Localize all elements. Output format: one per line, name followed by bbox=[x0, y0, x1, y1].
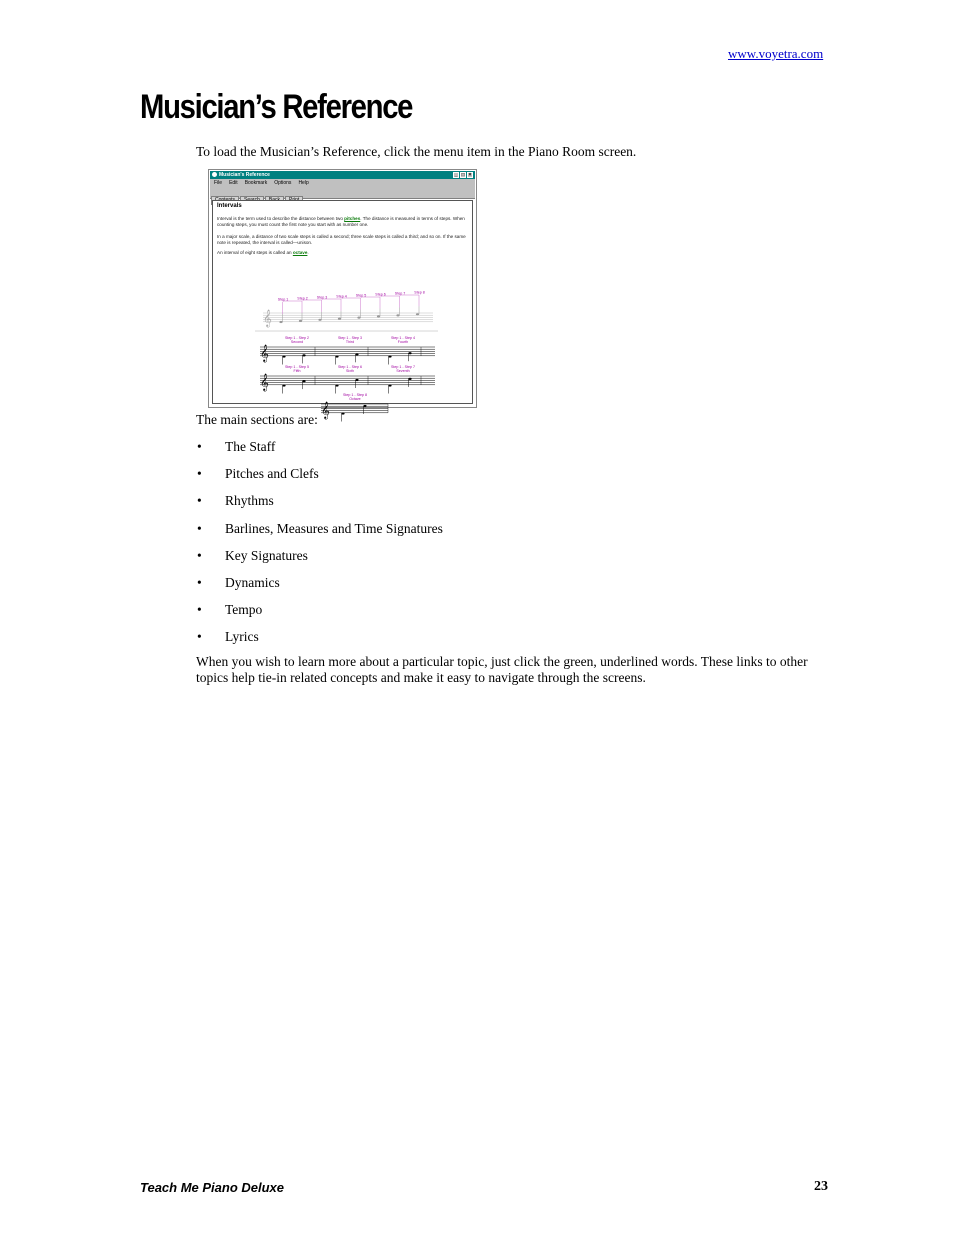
interval-name-label: Fifth bbox=[293, 369, 301, 373]
bullet-icon: • bbox=[197, 602, 202, 618]
bullet-icon: • bbox=[197, 629, 202, 645]
note-head bbox=[357, 317, 360, 319]
step-label: Step 5 bbox=[355, 293, 367, 298]
step-label: Step 1 bbox=[277, 297, 289, 302]
section-label: Pitches and Clefs bbox=[225, 466, 319, 482]
menu-options: Options bbox=[274, 180, 292, 186]
section-label: The Staff bbox=[225, 439, 276, 454]
menu-edit: Edit bbox=[229, 180, 238, 186]
note-head bbox=[338, 318, 341, 320]
section-list-item bbox=[197, 575, 280, 591]
close-icon: × bbox=[468, 172, 472, 178]
help-heading: Intervals bbox=[217, 203, 242, 209]
note-head bbox=[363, 405, 366, 407]
note-head bbox=[396, 314, 399, 316]
interval-name-label: Second bbox=[290, 340, 304, 344]
step-label: Step 8 bbox=[414, 290, 425, 295]
bullet-icon: • bbox=[197, 520, 202, 536]
section-list-item bbox=[197, 466, 319, 482]
bullet-icon: • bbox=[197, 466, 202, 482]
page-title: Musician’s Reference bbox=[140, 88, 413, 126]
note-head bbox=[416, 313, 419, 315]
treble-clef-icon: 𝄞 bbox=[263, 310, 272, 327]
section-label: Tempo bbox=[225, 602, 263, 618]
bullet-icon: • bbox=[197, 547, 202, 563]
help-content-pane bbox=[212, 200, 473, 419]
interval-name-label: Sixth bbox=[346, 369, 354, 373]
note-head bbox=[341, 412, 344, 414]
bullet-icon: • bbox=[197, 575, 202, 590]
section-list-item bbox=[197, 493, 274, 509]
help-paragraph-1: Interval is the term used to describe the distance between two pitches. The distance is measured in terms of steps. When counting steps, you must count the first note you start with as number one. bbox=[217, 216, 465, 227]
note-head bbox=[388, 384, 391, 386]
interval-name-label: Fourth bbox=[397, 340, 409, 344]
treble-clef-icon: 𝄞 bbox=[260, 374, 269, 391]
step-label: Step 7 bbox=[394, 291, 406, 296]
header-url-link[interactable]: www.voyetra.com bbox=[728, 46, 824, 61]
page-number: 23 bbox=[814, 1179, 828, 1194]
note-head bbox=[282, 355, 285, 357]
section-label: Lyrics bbox=[225, 629, 259, 645]
bullet-icon: • bbox=[197, 493, 202, 509]
note-head bbox=[388, 355, 391, 357]
menu-file: File bbox=[214, 180, 223, 186]
note-head bbox=[408, 378, 411, 380]
note-head bbox=[299, 320, 302, 322]
menu-help: Help bbox=[298, 180, 309, 186]
note-head bbox=[282, 384, 285, 386]
window-titlebar bbox=[210, 171, 475, 179]
treble-clef-icon: 𝄞 bbox=[321, 402, 330, 419]
note-head bbox=[377, 315, 380, 317]
interval-range-label: Step 1 - Step 7 bbox=[391, 365, 415, 369]
interval-name-label: Third bbox=[345, 340, 355, 344]
treble-clef-icon: 𝄞 bbox=[260, 345, 269, 362]
step-label: Step 3 bbox=[316, 295, 328, 300]
note-head bbox=[335, 384, 338, 386]
interval-name-label: Octave bbox=[349, 397, 361, 401]
maximize-icon: □ bbox=[461, 172, 465, 178]
help-paragraph-2: In a major scale, a distance of two scale steps is called a second; three scale steps is called a third; and so on. If the same note is repeated, the interval is called—unison. bbox=[217, 234, 466, 245]
window-menubar bbox=[210, 179, 475, 188]
interval-range-label: Step 1 - Step 5 bbox=[285, 365, 309, 369]
sections-intro: The main sections are: bbox=[196, 412, 318, 427]
window-toolbar bbox=[210, 188, 475, 199]
interval-name-label: Seventh bbox=[396, 369, 410, 373]
menu-bookmark: Bookmark bbox=[244, 180, 268, 186]
note-head bbox=[302, 354, 305, 356]
section-list-item bbox=[197, 548, 308, 564]
intro-paragraph: To load the Musician’s Reference, click the menu item in the Piano Room screen. bbox=[196, 144, 637, 159]
note-head bbox=[408, 352, 411, 354]
section-list-item bbox=[197, 439, 275, 455]
bullet-icon: • bbox=[197, 439, 202, 454]
interval-range-label: Step 1 - Step 2 bbox=[285, 336, 309, 340]
step-label: Step 2 bbox=[297, 296, 308, 301]
note-head bbox=[318, 319, 321, 321]
interval-range-label: Step 1 - Step 4 bbox=[391, 336, 415, 340]
octave-link: octave bbox=[292, 250, 308, 255]
interval-notation-figure bbox=[213, 256, 474, 419]
section-label: Key Signatures bbox=[225, 547, 308, 563]
note-head bbox=[302, 380, 305, 382]
interval-range-label: Step 1 - Step 6 bbox=[338, 365, 362, 369]
closing-paragraph: When you wish to learn more about a particular topic, just click the green, underlined words. These links to other topics help tie-in related concepts and make it easy to navigate through the screens. bbox=[196, 654, 808, 685]
pitches-link: pitches bbox=[344, 216, 361, 221]
interval-range-label: Step 1 - Step 8 bbox=[343, 393, 367, 397]
section-list-item bbox=[197, 629, 259, 645]
section-list-item bbox=[197, 521, 443, 537]
step-label: Step 4 bbox=[336, 294, 347, 299]
system-menu-icon bbox=[212, 172, 217, 177]
window-title: Musician's Reference bbox=[219, 172, 270, 178]
section-list-item bbox=[197, 602, 262, 618]
section-label: Rhythms bbox=[225, 493, 274, 509]
help-paragraph-3: An interval of eight steps is called an octave. bbox=[217, 250, 309, 255]
note-head bbox=[355, 379, 358, 381]
note-head bbox=[279, 321, 282, 323]
section-label: Dynamics bbox=[225, 575, 280, 590]
step-label: Step 6 bbox=[375, 292, 386, 297]
minimize-icon: _ bbox=[454, 172, 458, 178]
section-label: Barlines, Measures and Time Signatures bbox=[225, 520, 443, 536]
footer-title: Teach Me Piano Deluxe bbox=[140, 1180, 285, 1195]
note-head bbox=[335, 355, 338, 357]
musicians-reference-screenshot bbox=[208, 169, 477, 419]
interval-range-label: Step 1 - Step 3 bbox=[338, 336, 362, 340]
note-head bbox=[355, 353, 358, 355]
